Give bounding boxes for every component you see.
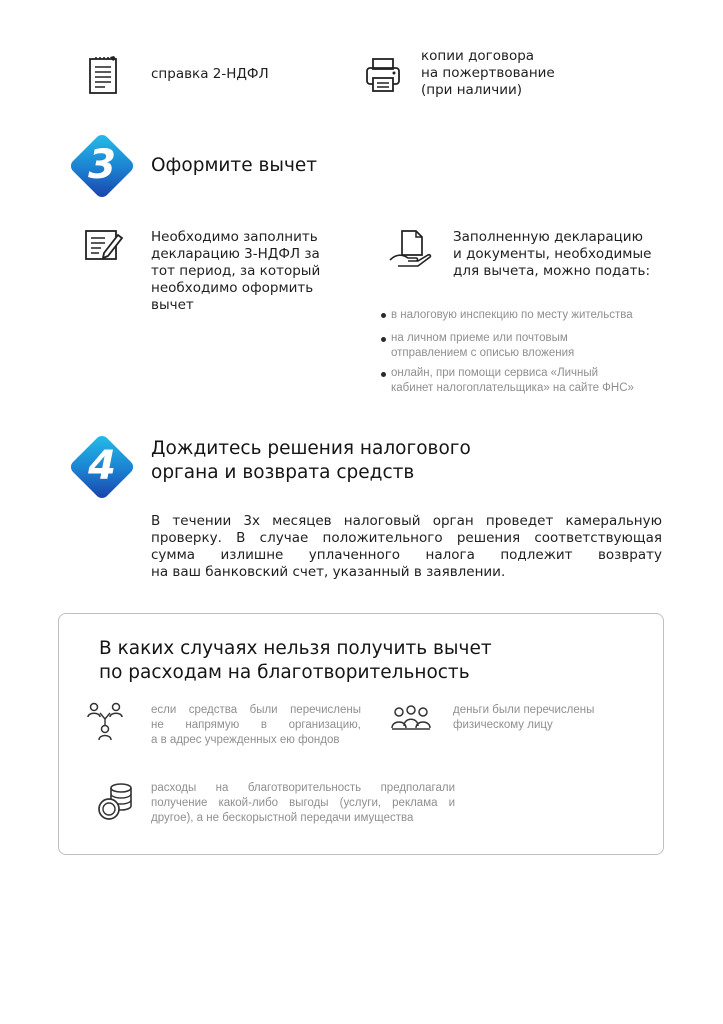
case-2-text [453, 703, 594, 733]
text-line: тот период, за который [151, 263, 321, 279]
bullet-item [391, 366, 634, 396]
title-line: Дождитесь решения налогового [151, 438, 471, 459]
text-line: Необходимо заполнить [151, 229, 318, 245]
step-3-left-text [151, 229, 335, 314]
bullet-dot [381, 313, 386, 318]
bullet-dot [381, 337, 386, 342]
step-4-badge [62, 427, 142, 507]
step-4-title [151, 437, 471, 485]
case-line: расходы на благотворительность предполагали [151, 782, 455, 794]
bullet-line: отправлением с описью вложения [391, 347, 575, 359]
bullet-dot [381, 372, 386, 377]
case-line: не напрямую в организацию, [151, 719, 361, 731]
contract-line: на пожертвование [421, 65, 555, 81]
case-line: а в адрес учрежденных ею фондов [151, 734, 340, 746]
org-chart-icon [86, 701, 124, 741]
bullet-line: онлайн, при помощи сервиса «Личный [391, 367, 599, 379]
coins-icon [97, 782, 135, 822]
body-line: В течении 3х месяцев налоговый орган проведет камеральную [151, 513, 662, 529]
bullet-item [391, 331, 574, 361]
bullet-line: на личном приеме или почтовым [391, 332, 568, 344]
text-line: Заполненную декларацию [453, 229, 643, 245]
body-line: проверку. В случае положительного решения соответствующая [151, 530, 662, 546]
bullet-line: кабинет налогоплательщика» на сайте ФНС» [391, 382, 634, 394]
step-3-title: Оформите вычет [151, 155, 318, 176]
title-line: по расходам на благотворительность [99, 662, 470, 683]
step-3-number: 3 [88, 142, 116, 188]
case-line: физическому лицу [453, 719, 553, 731]
case-line: если средства были перечислены [151, 704, 361, 716]
title-line: органа и возврата средств [151, 462, 415, 483]
body-line: на ваш банковский счет, указанный в заявлении. [151, 564, 506, 580]
printer-icon [364, 56, 404, 96]
text-line: вычет [151, 297, 194, 313]
case-1-text [151, 703, 361, 748]
text-line: для вычета, можно подать: [453, 263, 651, 279]
text-line: декларацию 3-НДФЛ за [151, 246, 320, 262]
group-icon [390, 704, 432, 732]
case-line: деньги были перечислены [453, 704, 595, 716]
text-line: необходимо оформить [151, 280, 314, 296]
edit-document-icon [84, 228, 126, 262]
bullet-line: в налоговую инспекцию по месту жительства [391, 309, 633, 321]
step-4-body [151, 513, 662, 581]
step-3-badge [62, 126, 142, 206]
title-line: В каких случаях нельзя получить вычет [99, 638, 492, 659]
cases-title [99, 637, 492, 685]
case-3-text [151, 781, 455, 826]
step-3-right-text [453, 229, 667, 280]
contract-line: (при наличии) [421, 82, 523, 98]
document-list-icon [86, 55, 120, 97]
hand-document-icon [388, 228, 432, 270]
ndfl-label: справка 2-НДФЛ [151, 66, 269, 82]
step-4-number: 4 [88, 443, 116, 489]
contract-line: копии договора [421, 48, 535, 64]
case-line: другое), а не бескорыстной передачи имущества [151, 812, 414, 824]
case-line: получение какой-либо выгоды (услуги, реклама и [151, 797, 455, 809]
body-line: сумма излишне уплаченного налога подлежит возврату [151, 547, 662, 563]
text-line: и документы, необходимые [453, 246, 652, 262]
bullet-item [391, 308, 633, 323]
contract-copies-label [421, 48, 555, 99]
